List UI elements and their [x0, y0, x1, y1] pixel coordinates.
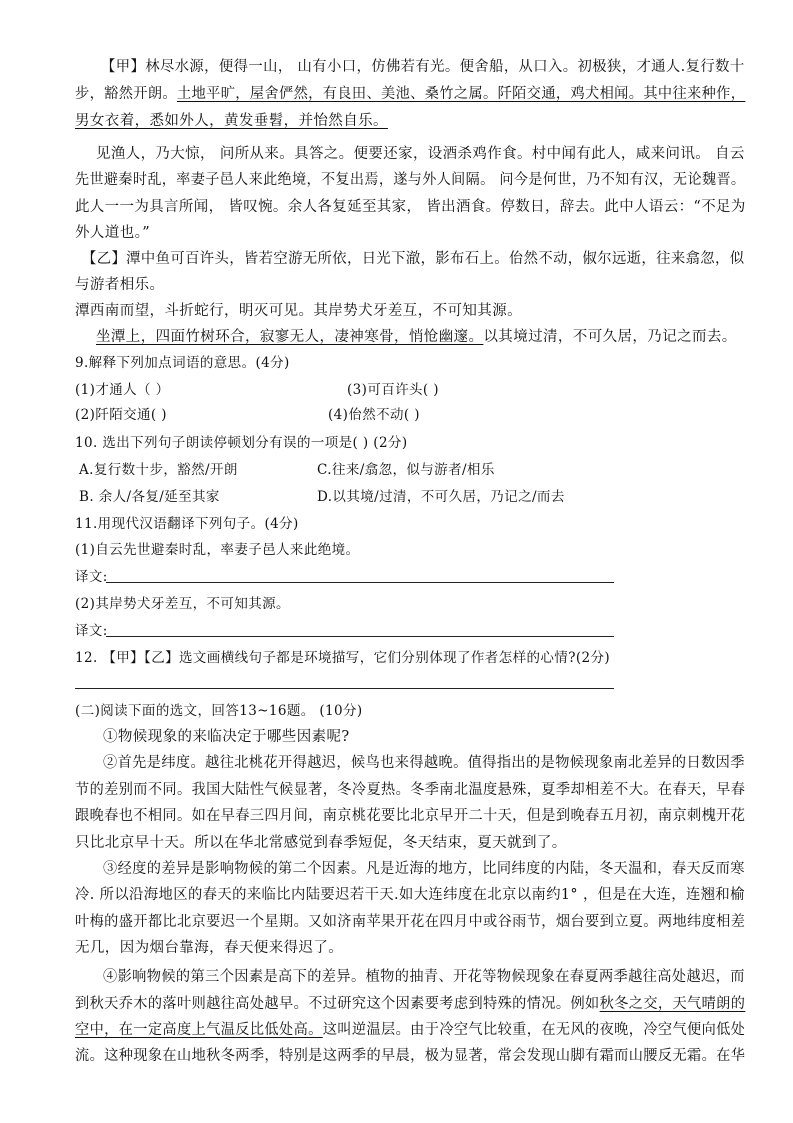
section2-text: 到秋天乔木的落叶则越往高处越早。不过研究这个因素要考虑到特殊的情况。例如 [75, 996, 600, 1012]
q10-title: 10. 选出下列句子朗读停顿划分有误的一项是( ) (2分) [75, 435, 408, 451]
section2-para-4-line-3 [75, 1020, 745, 1040]
q9-item-4[interactable]: (4)佁然不动( ) [328, 407, 420, 423]
q12-answer-line[interactable] [75, 688, 614, 689]
q12-title: 12. 【甲】【乙】选文画横线句子都是环境描写，它们分别体现了作者怎样的心情?(2分) [75, 650, 611, 666]
q9-item-1[interactable] [75, 380, 170, 400]
passage-jia-line-2 [75, 84, 745, 104]
q10-option-c[interactable]: C.往来/翕忽，似与游者/相乐 [317, 462, 495, 478]
q11-answer-label-2: 译文: [75, 623, 108, 639]
section2-para-2-line-4: 只比北京早十天。所以在华北常感觉到春季短促，冬天结束，夏天就到了。 [75, 835, 567, 851]
passage-yi-line-4 [96, 327, 737, 347]
section2-para-2-line-3: 跟晚春也不相同。如在早春三四月间，南京桃花要比北京早开二十天，但是到晚春五月初，南京刺槐开花 [75, 808, 746, 824]
q9-item-3[interactable]: (3)可百许头( ) [347, 382, 439, 398]
underlined-sentence: 坐潭上，四面竹树环合，寂寥无人，凄神寒骨，悄怆幽邃。 [96, 329, 484, 345]
passage-jia-line-3 [75, 111, 388, 131]
q10-option-a[interactable]: A.复行数十步，豁然/开朗 [79, 462, 238, 478]
passage-yi-line-1: 【乙】潭中鱼可百许头，皆若空游无所依，日光下澈，影布石上。佁然不动，俶尔远逝，往来翕忽，似 [82, 251, 745, 267]
section2-title: (二)阅读下面的选文，回答13~16题。 (10分) [75, 703, 363, 719]
underlined-sentence: 空中，在一定高度上气温反比低处高。 [75, 1022, 323, 1038]
section2-para-2-line-2: 节的差别而不同。我国大陆性气候显著，冬冷夏热。冬季南北温度悬殊，夏季却相差不大。在春天，早春 [75, 782, 746, 798]
q11-sentence-1: (1)自云先世避秦时乱，率妻子邑人来此绝境。 [75, 542, 360, 558]
section2-para-3-line-3: 叶梅的盛开都比北京要迟一个星期。又如济南苹果开花在四月中或谷雨节，烟台要到立夏。两地纬度相差 [75, 914, 746, 930]
section2-para-4-line-2 [75, 994, 745, 1014]
q9-item-1-answer[interactable]: （ ） [137, 382, 170, 398]
q9-item-1-label: (1)才通人 [75, 382, 138, 398]
q11-answer-label-1: 译文: [75, 569, 108, 585]
underlined-sentence: 男女衣着，悉如外人，黄发垂髫，并怡然自乐。 [75, 113, 388, 129]
section2-para-2-line-1: ②首先是纬度。越往北桃花开得越迟，候鸟也来得越晚。值得指出的是物候现象南北差异的日数因季 [103, 755, 745, 771]
passage-yi-line-2: 与游者相乐。 [75, 277, 165, 293]
passage-jia-line-1: 【甲】林尽水源，便得一山， 山有小口，仿佛若有光。便舍船，从口入。初极狭，才通人.复行数十 [101, 59, 745, 75]
section2-para-1: ①物候现象的来临决定于哪些因素呢? [103, 729, 350, 745]
q11-title: 11.用现代汉语翻译下列句子。(4分) [75, 516, 299, 532]
passage-jia-line-4: 见渔人，乃大惊， 问所从来。具答之。便要还家，设酒杀鸡作食。村中闻有此人，咸来问讯。 自云 [96, 146, 745, 162]
q11-answer-line-1[interactable] [106, 582, 614, 583]
passage-jia-text: 步，豁然开朗。 [75, 86, 178, 102]
passage-jia-line-6: 此人一一为具言所闻， 皆叹惋。余人各复延至其家， 皆出酒食。停数日，辞去。此中人语云：“不足为 [75, 199, 746, 215]
section2-para-3-line-1: ③经度的差异是影响物候的第二个因素。凡是近海的地方，比同纬度的内陆，冬天温和，春天反而寒 [103, 861, 745, 877]
q11-answer-line-2[interactable] [106, 636, 614, 637]
section2-text: 这叫逆温层。由于冷空气比较重，在无风的夜晚，冷空气便向低处 [322, 1022, 746, 1038]
section2-para-3-line-4: 无几，因为烟台靠海，春天便来得迟了。 [75, 940, 344, 956]
q9-title: 9.解释下列加点词语的意思。(4分) [75, 355, 290, 371]
passage-jia-line-7: 外人道也。” [75, 225, 151, 241]
q10-option-d[interactable]: D.以其境/过清，不可久居，乃记之/而去 [317, 489, 565, 505]
q10-option-b[interactable]: B. 余人/各复/延至其家 [79, 489, 220, 505]
underlined-sentence: 秋冬之交，天气晴朗的 [599, 996, 746, 1012]
passage-yi-line-3: 潭西南而望，斗折蛇行，明灭可见。其岸势犬牙差互，不可知其源。 [75, 303, 522, 319]
section2-para-4-line-4: 流。这种现象在山地秋冬两季，特别是这两季的早晨，极为显著，常会发现山脚有霜而山腰反无霜。在华 [75, 1048, 746, 1064]
section2-para-3-line-2: 冷. 所以沿海地区的春天的来临比内陆要迟若干天.如大连纬度在北京以南约1° ，但是在大连，连翘和榆 [75, 887, 745, 903]
passage-jia-line-5: 先世避秦时乱，率妻子邑人来此绝境，不复出焉，遂与外人间隔。 问今是何世，乃不知有汉，无论魏晋。 [75, 172, 746, 188]
section2-para-4-line-1: ④影响物候的第三个因素是高下的差异。植物的抽青、开花等物候现象在春夏两季越往高处越迟，而 [103, 969, 745, 985]
passage-yi-text: 以其境过清，不可久居，乃记之而去。 [483, 329, 737, 345]
q11-sentence-2: (2)其岸势犬牙差互，不可知其源。 [75, 596, 290, 612]
q9-item-2[interactable]: (2)阡陌交通( ) [75, 407, 167, 423]
underlined-sentence: 土地平旷，屋舍俨然，有良田、美池、桑竹之属。阡陌交通，鸡犬相闻。其中往来种作， [177, 86, 746, 102]
